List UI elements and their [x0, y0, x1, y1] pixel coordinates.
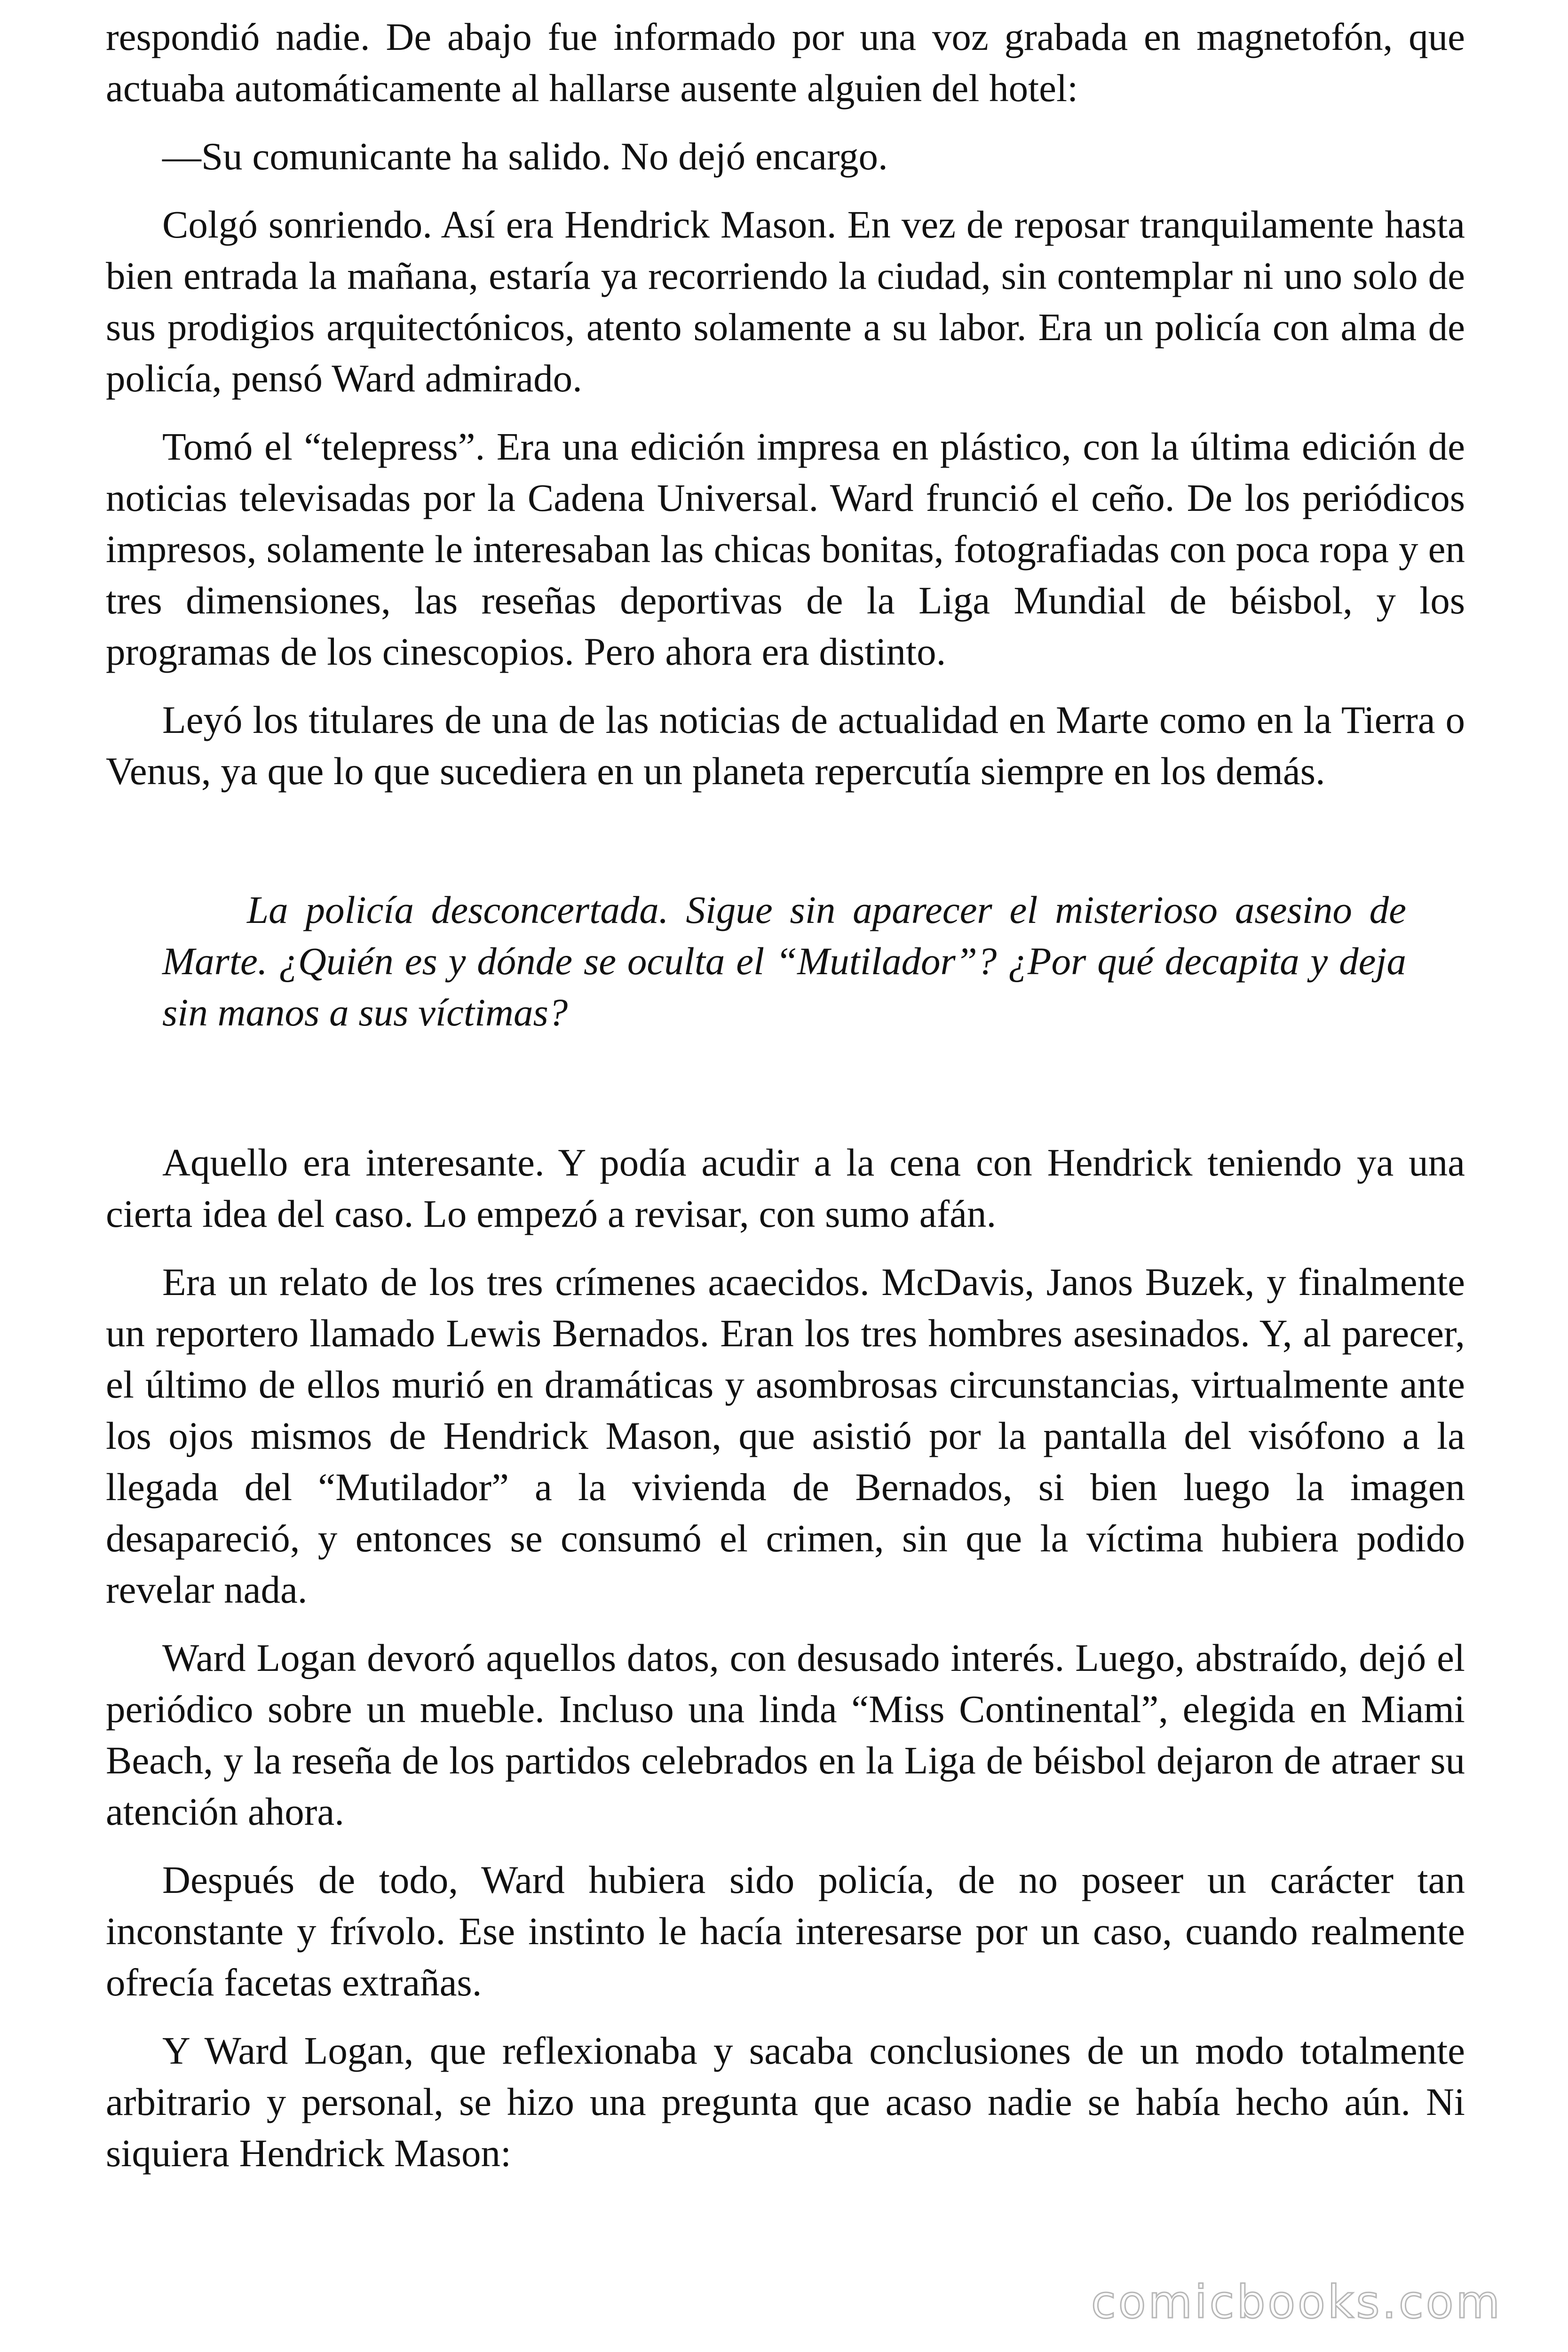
- paragraph: —Su comunicante ha salido. No dejó encargo.: [162, 135, 888, 178]
- paragraph: Ward Logan devoró aquellos datos, con desusado interés. Luego, abstraído, dejó el periódico sobre un mueble. Incluso una linda “Miss Continental”, elegida en Miami Beach, y la reseña de los partidos celebrados en la Liga de béisbol dejaron de atraer su atención ahora.: [106, 1636, 1465, 1833]
- paragraph: Era un relato de los tres crímenes acaecidos. McDavis, Janos Buzek, y finalmente un reportero llamado Lewis Bernados. Eran los tres hombres asesinados. Y, al parecer, el último de ellos murió en dramáticas y asombrosas circunstancias, virtualmente ante los ojos mismos de Hendrick Mason, que asistió por la pantalla del visófono a la llegada del “Mutilador” a la vivienda de Bernados, si bien luego la imagen desapareció, y entonces se consumó el crimen, sin que la víctima hubiera podido revelar nada.: [106, 1260, 1465, 1611]
- paragraph: Colgó sonriendo. Así era Hendrick Mason. En vez de reposar tranquilamente hasta bien entrada la mañana, estaría ya recorriendo la ciudad, sin contemplar ni uno solo de sus prodigios arquitectónicos, atento solamente a su labor. Era un policía con alma de policía, pensó Ward admirado.: [106, 203, 1465, 400]
- section-spacer: [106, 814, 1465, 884]
- paragraph: Después de todo, Ward hubiera sido policía, de no poseer un carácter tan inconstante y frívolo. Ese instinto le hacía interesarse por un caso, cuando realmente ofrecía facetas extrañas.: [106, 1858, 1465, 2004]
- paragraph: Leyó los titulares de una de las noticias de actualidad en Marte como en la Tierra o Venus, ya que lo que sucediera en un planeta repercutía siempre en los demás.: [106, 698, 1465, 793]
- paragraph: Tomó el “telepress”. Era una edición impresa en plástico, con la última edición de noticias televisadas por la Cadena Universal. Ward frunció el ceño. De los periódicos impresos, solamente le interesaban las chicas bonitas, fotografiadas con poca ropa y en tres dimensiones, las reseñas deportivas de la Liga Mundial de béisbol, y los programas de los cinescopios. Pero ahora era distinto.: [106, 425, 1465, 673]
- book-page: [106, 11, 1465, 2196]
- headline-quote: La policía desconcertada. Sigue sin aparecer el misterioso asesino de Marte. ¿Quién es y dónde se oculta el “Mutilador”? ¿Por qué decapita y deja sin manos a sus víctimas?: [162, 888, 1406, 1034]
- paragraph: Aquello era interesante. Y podía acudir a la cena con Hendrick teniendo ya una cierta idea del caso. Lo empezó a revisar, con sumo afán.: [106, 1141, 1465, 1235]
- section-spacer: [106, 1038, 1465, 1137]
- paragraph: respondió nadie. De abajo fue informado por una voz grabada en magnetofón, que actuaba automáticamente al hallarse ausente alguien del hotel:: [106, 15, 1465, 110]
- watermark-logo: comicbooks.com: [1091, 2276, 1502, 2328]
- paragraph: Y Ward Logan, que reflexionaba y sacaba conclusiones de un modo totalmente arbitrario y personal, se hizo una pregunta que acaso nadie se había hecho aún. Ni siquiera Hendrick Mason:: [106, 2029, 1465, 2175]
